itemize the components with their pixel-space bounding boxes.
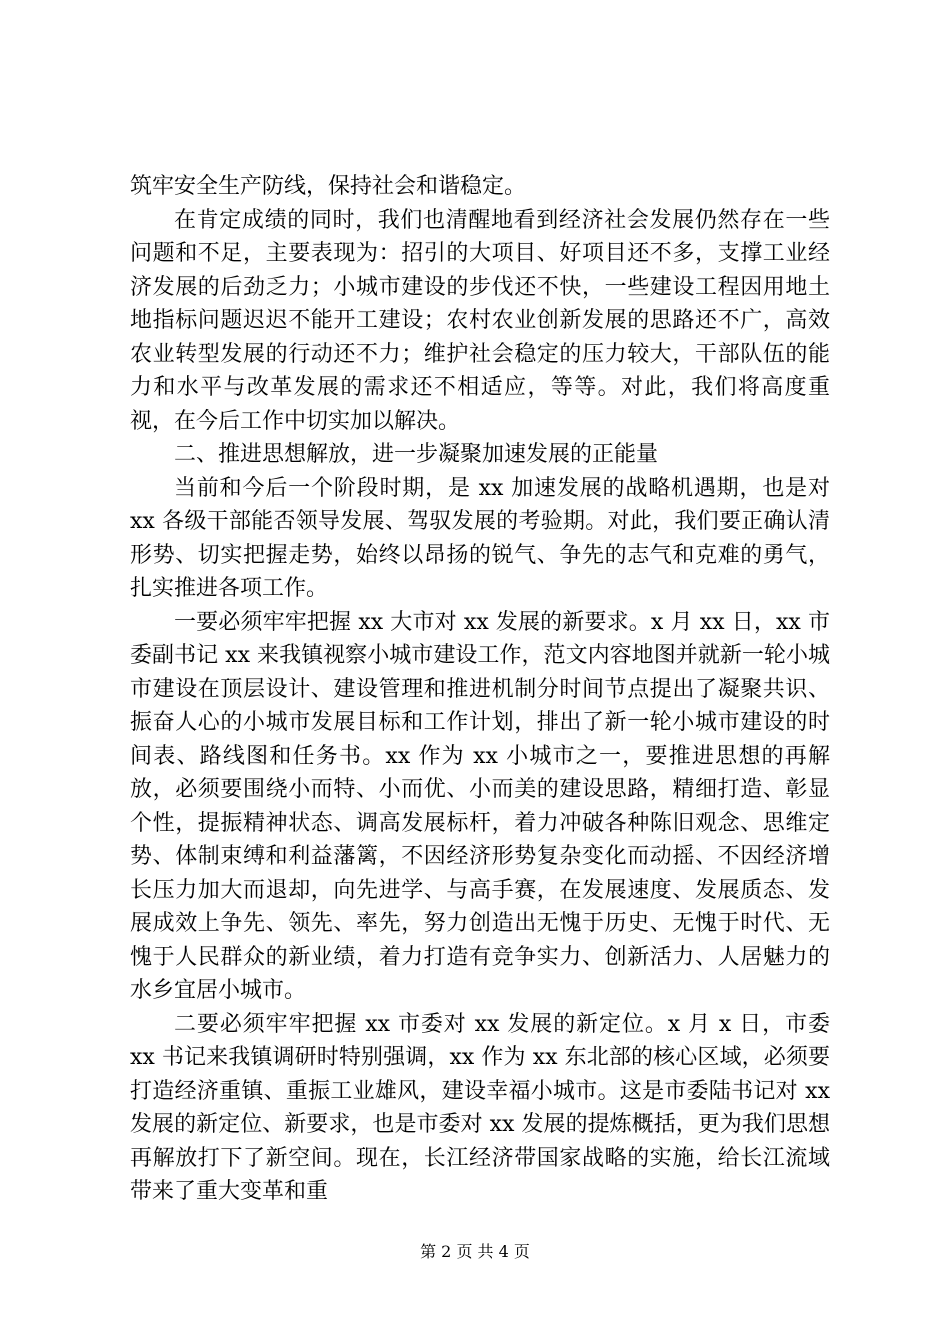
paragraph-5: 二要必须牢牢把握 xx 市委对 xx 发展的新定位。x 月 x 日，市委 xx 书记来我镇调研时特别强调，xx 作为 xx 东北部的核心区域，必须要打造经济重镇、重振工业雄风，建设幸福小城市。这是市委陆书记对 xx 发展的新定位、新要求，也是市委对 xx 发展的提炼概括，更为我们思想再解放打下了新空间。现在，长江经济带国家战略的实施，给长江流域带来了重大变革和重: [130, 1011, 830, 1204]
section-heading: 二、推进思想解放，进一步凝聚加速发展的正能量: [174, 442, 659, 467]
paragraph-3: 当前和今后一个阶段时期，是 xx 加速发展的战略机遇期，也是对 xx 各级干部能否领导发展、驾驭发展的考验期。对此，我们要正确认清形势、切实把握走势，始终以昂扬的锐气、争先的志气和克难的勇气，扎实推进各项工作。: [130, 475, 830, 601]
paragraph-2: 在肯定成绩的同时，我们也清醒地看到经济社会发展仍然存在一些问题和不足，主要表现为：招引的大项目、好项目还不多，支撑工业经济发展的后劲乏力；小城市建设的步伐还不快，一些建设工程因用地土地指标问题迟迟不能开工建设；农村农业创新发展的思路还不广，高效农业转型发展的行动还不力；维护社会稳定的压力较大，干部队伍的能力和水平与改革发展的需求还不相适应，等等。对此，我们将高度重视，在今后工作中切实加以解决。: [130, 207, 830, 434]
document-body: [130, 170, 830, 1209]
page-number-footer: 第 2 页 共 4 页: [420, 1242, 530, 1261]
paragraph-4: 一要必须牢牢把握 xx 大市对 xx 发展的新要求。x 月 xx 日，xx 市委副书记 xx 来我镇视察小城市建设工作，范文内容地图并就新一轮小城市建设在顶层设计、建设管理和推进机制分时间节点提出了凝聚共识、振奋人心的小城市发展目标和工作计划，排出了新一轮小城市建设的时间表、路线图和任务书。xx 作为 xx 小城市之一，要推进思想的再解放，必须要围绕小而特、小而优、小而美的建设思路，精细打造、彰显个性，提振精神状态、调高发展标杆，着力冲破各种陈旧观念、思维定势、体制束缚和利益藩篱，不因经济形势复杂变化而动摇、不因经济增长压力加大而退却，向先进学、与高手赛，在发展速度、发展质态、发展成效上争先、领先、率先，努力创造出无愧于历史、无愧于时代、无愧于人民群众的新业绩，着力打造有竞争实力、创新活力、人居魅力的水乡宜居小城市。: [130, 609, 830, 1003]
paragraph-1: 筑牢安全生产防线，保持社会和谐稳定。: [130, 174, 527, 199]
